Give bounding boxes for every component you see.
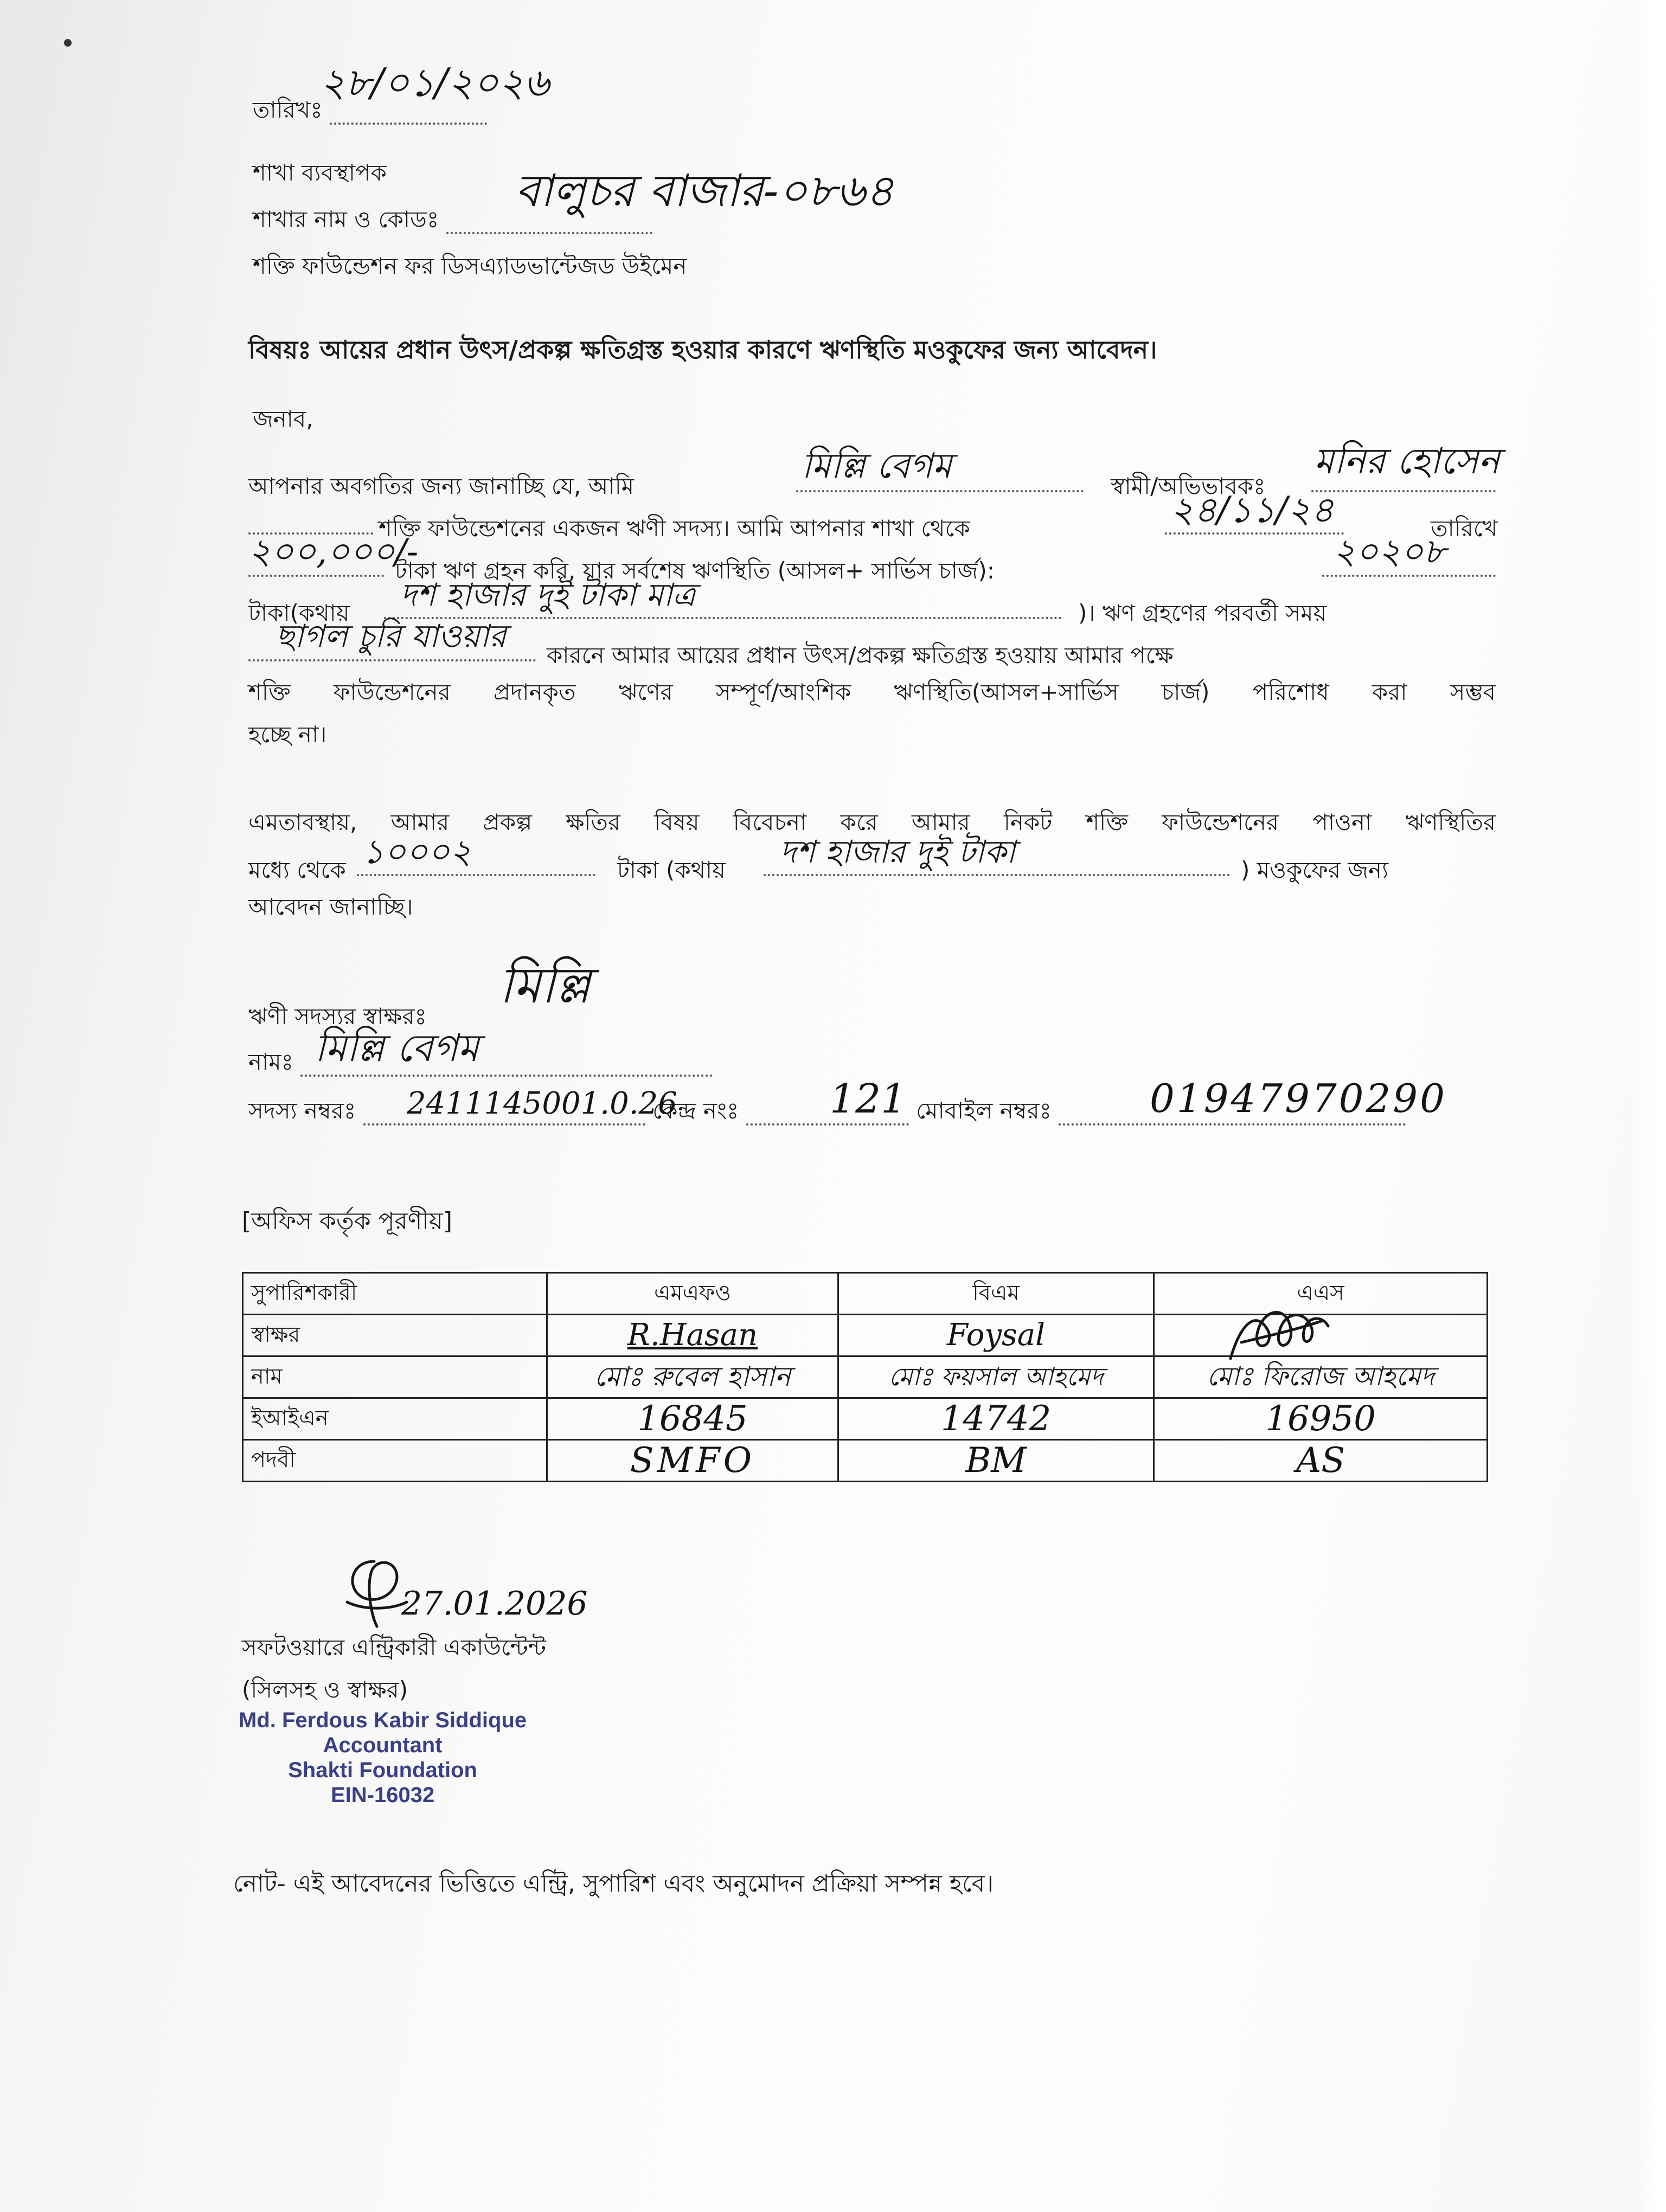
row-label: পদবী: [243, 1440, 547, 1482]
accountant-subtitle: (সিলসহ ও স্বাক্ষর): [242, 1676, 408, 1703]
applicant-signature: মিল্লি: [499, 956, 591, 1014]
member-statement: শক্তি ফাউন্ডেশনের একজন ঋণী সদস্য। আমি আপনার শাখা থেকে: [379, 515, 970, 542]
mfo-ein-text: 16845: [637, 1399, 748, 1439]
date-suffix: তারিখে: [1431, 515, 1498, 542]
seal-designation: Accountant: [323, 1733, 443, 1757]
as-designation: [1154, 1440, 1488, 1482]
body1-intro: আপনার অবগতির জন্য জানাচ্ছি যে, আমি: [248, 473, 635, 499]
guardian-handwritten: মনির হোসেন: [1314, 440, 1500, 482]
body-paragraph-2: [248, 801, 1496, 928]
balance-handwritten: ২০২০৮: [1333, 532, 1446, 572]
accountant-title: সফটওয়ারে এন্ট্রিকারী একাউন্টেন্ট: [242, 1634, 546, 1661]
accountant-date: 27.01.2026: [401, 1585, 588, 1623]
mfo-ein: [547, 1398, 838, 1440]
seal-organization: Shakti Foundation: [288, 1758, 477, 1782]
body2-line-1: এমতাবস্থায়, আমার প্রকল্প ক্ষতির বিষয় বিবেচনা করে আমার নিকট শক্তি ফাউন্ডেশনের পাওনা ঋণস্থিতির: [248, 809, 1496, 835]
reason-handwritten: ছাগল চুরি যাওয়ার: [275, 618, 507, 654]
bm-designation: [838, 1440, 1154, 1482]
waiver-purpose: ) মওকুফের জন্য: [1241, 857, 1389, 883]
as-ein: [1154, 1398, 1488, 1440]
mobile-label: মোবাইল নম্বরঃ: [916, 1097, 1052, 1124]
table-row-ein: [243, 1398, 1488, 1440]
date-dots: [330, 103, 487, 125]
bm-signature: Foysal: [946, 1317, 1046, 1353]
mfo-name-text: মোঃ রুবেল হাসান: [594, 1361, 791, 1392]
bm-ein: [838, 1398, 1154, 1440]
body1-line-6: শক্তি ফাউন্ডেশনের প্রদানকৃত ঋণের সম্পূর্ণ/আংশিক ঋণস্থিতি(আসল+সার্ভিস চার্জ) পরিশোধ করা সম্ভব: [248, 679, 1496, 705]
applicant-sig-label: ঋণী সদস্যর স্বাক্ষরঃ: [248, 1003, 427, 1030]
table-header-cell: এএস: [1154, 1273, 1488, 1315]
table-header-cell: এমএফও: [547, 1273, 838, 1315]
branch-label: শাখার নাম ও কোডঃ: [253, 206, 439, 233]
applicant-name-handwritten: মিল্লি বেগম: [802, 446, 952, 486]
body-paragraph-1: [248, 440, 1500, 756]
mfo-signature-cell: [547, 1315, 838, 1356]
row-label: ইআইএন: [243, 1398, 547, 1440]
body2-line-3: আবেদন জানাচ্ছি।: [248, 893, 413, 920]
body2-line-2: [248, 832, 1496, 886]
center-label: কেন্দ্র নংঃ: [652, 1097, 739, 1124]
bm-signature-cell: [838, 1315, 1154, 1356]
subject-line: বিষয়ঃ আয়ের প্রধান উৎস/প্রকল্প ক্ষতিগ্রস্ত হওয়ার কারণে ঋণস্থিতি মওকুফের জন্য আবেদন।: [248, 335, 1157, 364]
body1-line-2: [248, 489, 1498, 544]
ink-dot: [64, 39, 72, 47]
center-no-value: 121: [830, 1076, 907, 1122]
as-name: [1154, 1356, 1488, 1398]
member-no-label: সদস্য নম্বরঃ: [248, 1097, 356, 1124]
row-label: স্বাক্ষর: [243, 1315, 547, 1356]
as-ein-text: 16950: [1265, 1399, 1376, 1439]
date-label: তারিখঃ: [253, 97, 323, 123]
table-row-signature: [243, 1315, 1488, 1356]
mobile-value: 01947970290: [1150, 1076, 1447, 1121]
table-header-cell: বিএম: [838, 1273, 1154, 1315]
guardian-dots-2: [248, 513, 373, 535]
seal-ein: EIN-16032: [330, 1783, 435, 1807]
recommendation-table: [242, 1272, 1488, 1482]
salutation: জনাব,: [253, 406, 313, 432]
branch-handwritten: বালুচর বাজার-০৮৬৪: [515, 165, 894, 217]
table-header-cell: সুপারিশকারী: [243, 1273, 547, 1315]
waiver-words-handwritten: দশ হাজার দুই টাকা: [780, 833, 1016, 870]
accountant-signature: [336, 1551, 412, 1632]
table-row-name: [243, 1356, 1488, 1398]
table-row-designation: [243, 1440, 1488, 1482]
waiver-words-label: টাকা (কথায়: [617, 857, 726, 883]
loan-statement: টাকা ঋণ গ্রহন করি, যার সর্বশেষ ঋণস্থিতি (আসল+ সার্ভিস চার্জ):: [395, 557, 995, 584]
organization-name: শক্তি ফাউন্ডেশন ফর ডিসএ্যাডভান্টেজড উইমেন: [253, 253, 687, 279]
footer-note: নোট- এই আবেদনের ভিত্তিতে এন্ট্রি, সুপারিশ এবং অনুমোদন প্রক্রিয়া সম্পন্ন হবে।: [233, 1870, 994, 1898]
mfo-designation-text: SMFO: [630, 1441, 755, 1481]
as-name-text: মোঃ ফিরোজ আহমেদ: [1207, 1361, 1435, 1392]
applicant-name-label: নামঃ: [248, 1049, 293, 1075]
date-handwritten: ২৮/০১/২০২৬: [320, 60, 549, 105]
applicant-name-value: মিল্লি বেগম: [315, 1026, 479, 1070]
bm-name: [838, 1356, 1154, 1398]
accountant-seal: [239, 1708, 527, 1808]
row-label: নাম: [243, 1356, 547, 1398]
post-loan-text: )। ঋণ গ্রহণের পরবর্তী সময়: [1078, 600, 1327, 626]
mfo-name: [547, 1356, 838, 1398]
bm-designation-text: BM: [965, 1441, 1027, 1481]
page-edge: [1633, 0, 1666, 2212]
as-designation-text: AS: [1296, 1441, 1345, 1481]
recipient-title: শাখা ব্যবস্থাপক: [253, 159, 387, 186]
body1-line-5: [248, 618, 1496, 671]
bm-name-text: মোঃ ফয়সাল আহমেদ: [888, 1361, 1104, 1391]
loan-amount-handwritten: ২০০,০০০/-: [248, 532, 419, 572]
office-heading: [অফিস কর্তৃক পূরণীয়]: [242, 1207, 452, 1235]
body1-line-7: হচ্ছে না।: [248, 721, 327, 748]
balance-words-handwritten: দশ হাজার দুই টাকা মাত্র: [400, 576, 696, 613]
member-no-value: 2411145001.0.26: [407, 1086, 677, 1121]
mfo-designation: [547, 1440, 838, 1482]
waiver-amount-handwritten: ১০০০২: [362, 832, 472, 871]
waiver-from-label: মধ্যে থেকে: [248, 857, 346, 883]
bm-ein-text: 14742: [940, 1399, 1052, 1439]
mfo-signature: R.Hasan: [627, 1317, 758, 1353]
loan-date-handwritten: ২৪/১১/২৪: [1170, 489, 1334, 531]
guardian-label: স্বামী/অভিভাবকঃ: [1111, 473, 1266, 499]
in-words-label: টাকা(কথায়: [248, 600, 350, 626]
reason-statement: কারনে আমার আয়ের প্রধান উৎস/প্রকল্প ক্ষতিগ্রস্ত হওয়ায় আমার পক্ষে: [547, 642, 1174, 668]
as-signature-cell: [1154, 1315, 1488, 1356]
seal-name: Md. Ferdous Kabir Siddique: [239, 1708, 527, 1732]
